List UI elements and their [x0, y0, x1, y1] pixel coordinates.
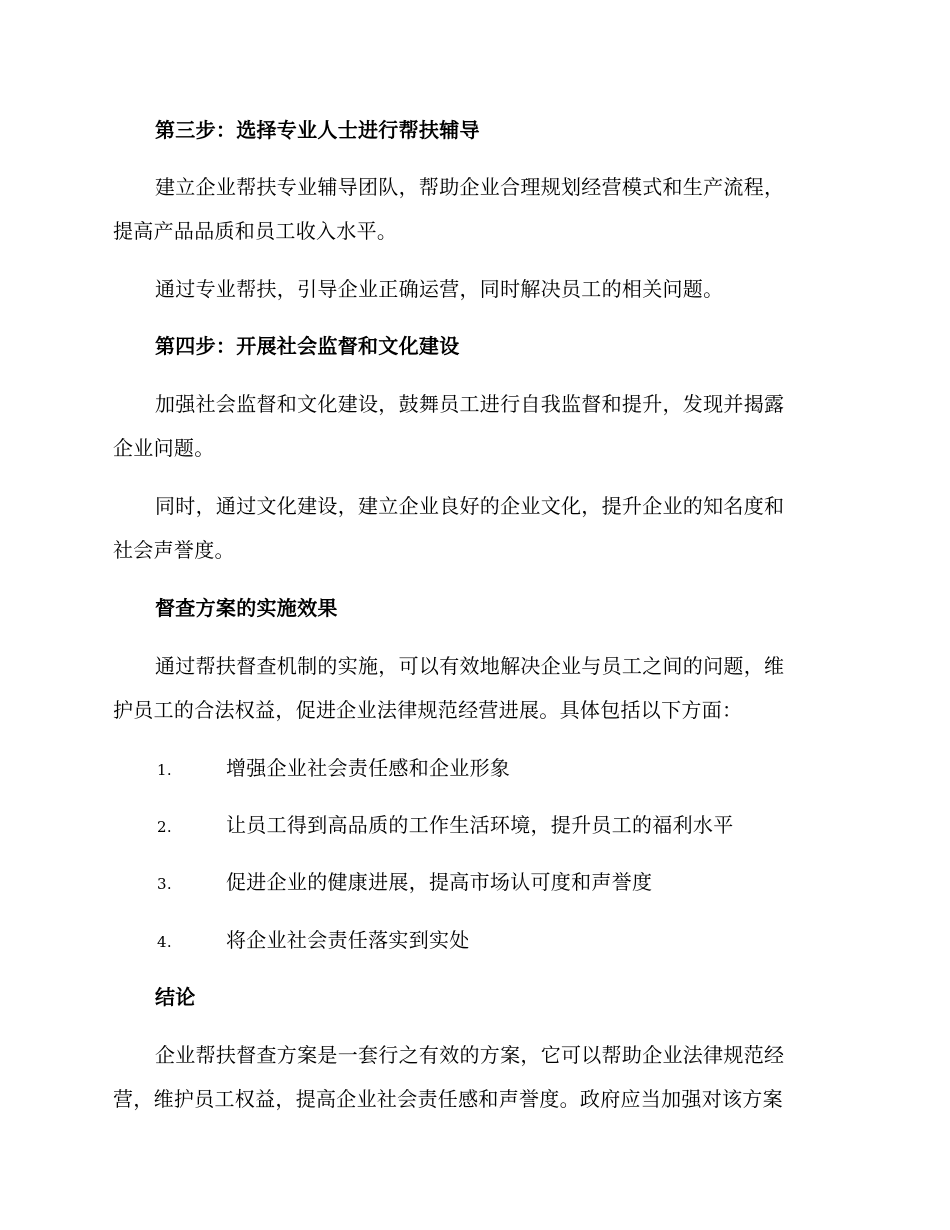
list-item	[157, 746, 835, 792]
effects-intro-line-1: 通过帮扶督查机制的实施，可以有效地解决企业与员工之间的问题，维	[155, 654, 785, 678]
step3-paragraph-1-line-2: 提高产品品质和员工收入水平。	[113, 219, 398, 243]
list-item	[157, 803, 835, 849]
step3-heading: 第三步：选择专业人士进行帮扶辅导	[155, 118, 480, 142]
step4-paragraph-2	[113, 484, 835, 572]
step4-heading: 第四步：开展社会监督和文化建设	[155, 334, 460, 358]
step3-paragraph-1	[113, 165, 835, 253]
list-item-number: 1.	[157, 761, 172, 779]
list-item-text: 增强企业社会责任感和企业形象	[226, 756, 511, 780]
step4-paragraph-2-line-1: 同时，通过文化建设，建立企业良好的企业文化，提升企业的知名度和	[155, 494, 785, 518]
step3-paragraph-2	[113, 267, 835, 311]
conclusion-paragraph-line-2: 营，维护员工权益，提高企业社会责任感和声誉度。政府应当加强对该方案	[113, 1087, 783, 1111]
list-item-text: 让员工得到高品质的工作生活环境，提升员工的福利水平	[226, 813, 734, 837]
list-item-text: 将企业社会责任落实到实处	[226, 928, 470, 952]
list-item-number: 4.	[157, 933, 172, 951]
list-item-text: 促进企业的健康进展，提高市场认可度和声誉度	[226, 870, 653, 894]
conclusion-paragraph-line-1: 企业帮扶督查方案是一套行之有效的方案，它可以帮助企业法律规范经	[155, 1043, 785, 1067]
list-item-number: 2.	[157, 818, 172, 836]
step4-paragraph-1-line-2: 企业问题。	[113, 436, 215, 460]
list-item	[157, 918, 835, 964]
list-item-number: 3.	[157, 875, 172, 893]
effects-heading: 督查方案的实施效果	[155, 596, 338, 620]
effects-intro-line-2: 护员工的合法权益，促进企业法律规范经营进展。具体包括以下方面：	[113, 698, 743, 722]
conclusion-heading: 结论	[155, 985, 196, 1009]
step3-paragraph-2-text: 通过专业帮扶，引导企业正确运营，同时解决员工的相关问题。	[155, 277, 724, 301]
step4-paragraph-1	[113, 382, 835, 470]
conclusion-paragraph	[113, 1033, 835, 1121]
effects-intro	[113, 644, 835, 732]
step3-paragraph-1-line-1: 建立企业帮扶专业辅导团队，帮助企业合理规划经营模式和生产流程，	[155, 175, 785, 199]
step4-paragraph-2-line-2: 社会声誉度。	[113, 538, 235, 562]
list-item	[157, 860, 835, 906]
step4-paragraph-1-line-1: 加强社会监督和文化建设，鼓舞员工进行自我监督和提升，发现并揭露	[155, 392, 785, 416]
